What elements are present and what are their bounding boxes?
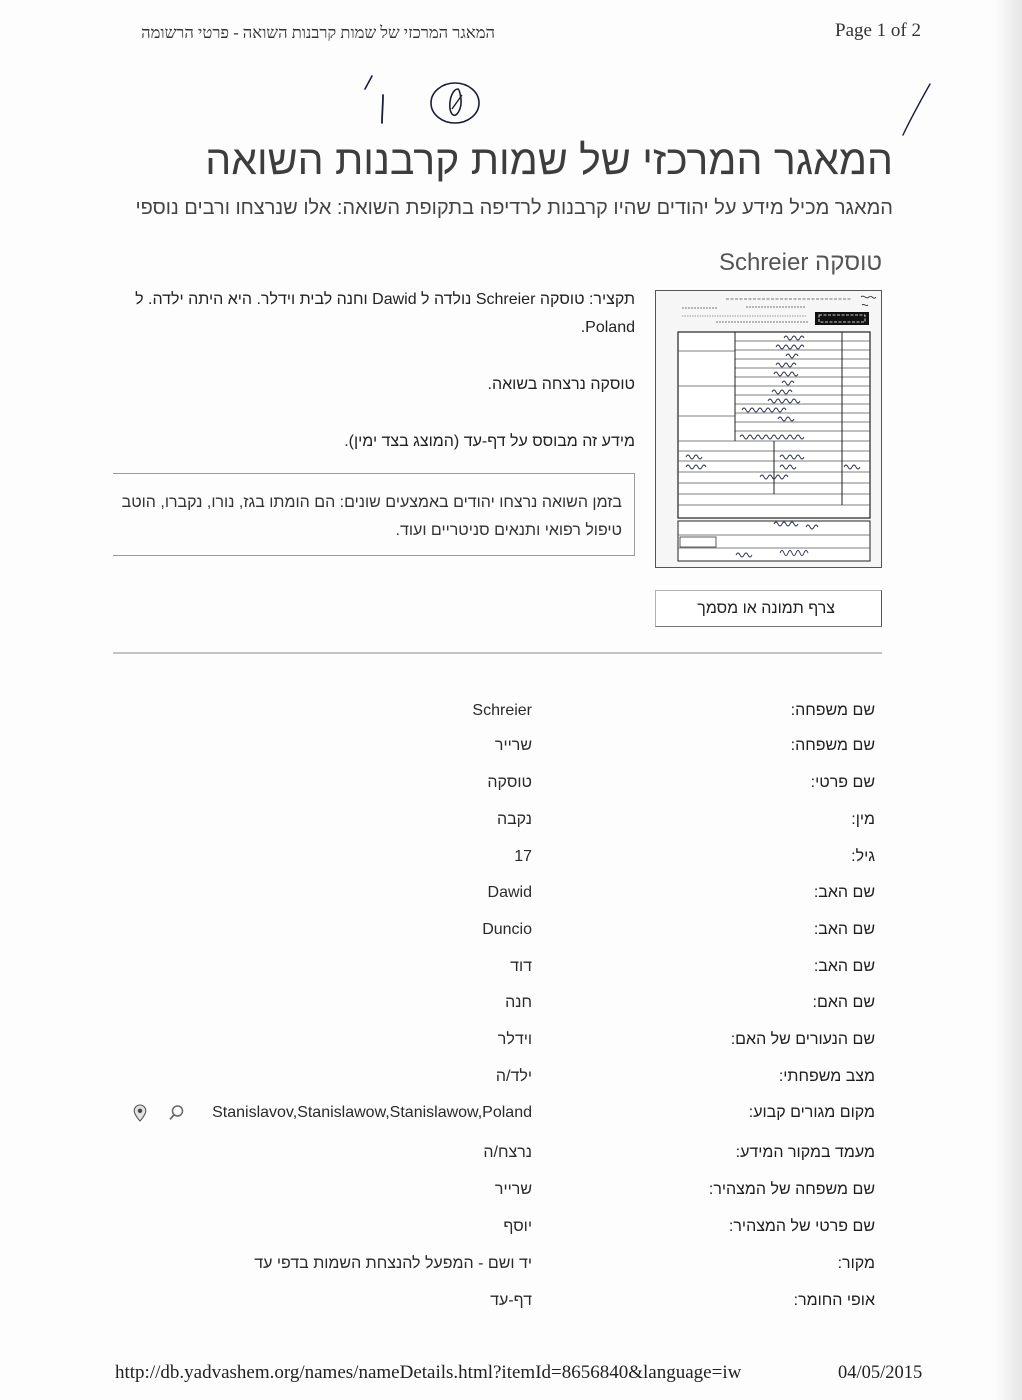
field-label: מעמד במקור המידע:: [735, 1144, 875, 1161]
field-row-last-name: [0, 701, 1022, 721]
page-indicator: Page 1 of 2: [835, 20, 922, 41]
field-label: גיל:: [851, 848, 875, 865]
info-box-line: טיפול רפואי ותנאים סניטריים ועוד.: [395, 522, 622, 539]
field-row-first-name: [0, 773, 1022, 793]
field-label: שם האם:: [812, 994, 875, 1011]
map-pin-icon[interactable]: [133, 1104, 147, 1122]
field-label: שם פרטי:: [810, 774, 875, 791]
summary-line: Poland.: [580, 319, 635, 336]
field-value: נרצח/ה: [483, 1144, 532, 1161]
summary-line: תקציר: טוסקה Schreier נולדה ל Dawid וחנה לבית וידלר. היא היתה ילדה. ל: [135, 291, 635, 308]
page-subtitle: המאגר מכיל מידע על יהודים שהיו קרבנות לרדיפה בתקופת השואה: אלו שנרצחו ורבים נוספי: [135, 197, 893, 219]
field-label: שם האב:: [813, 884, 875, 901]
print-header-title: המאגר המרכזי של שמות קרבנות השואה - פרטי הרשומה: [141, 23, 495, 42]
field-value: דף-עד: [490, 1292, 532, 1309]
field-row-source: [0, 1254, 1022, 1274]
field-value: יד ושם - המפעל להנצחת השמות בדפי עד: [254, 1255, 532, 1272]
field-value: Schreier: [472, 702, 532, 719]
field-row-father-name: [0, 957, 1022, 977]
field-label: שם האב:: [813, 958, 875, 975]
field-label: מקום מגורים קבוע:: [748, 1104, 875, 1121]
field-label: מצב משפחתי:: [778, 1068, 875, 1085]
field-value: דוד: [510, 958, 532, 975]
field-row-marital-status: [0, 1067, 1022, 1087]
field-value: יוסף: [503, 1218, 532, 1235]
testimony-page-thumbnail[interactable]: [655, 290, 882, 568]
field-value: 17: [514, 848, 532, 865]
info-box-line: בזמן השואה נרצחו יהודים באמצעים שונים: הם הומתו בגז, נורו, נקברו, הוטב: [121, 494, 622, 511]
field-value: שרייר: [494, 737, 532, 754]
field-value: Duncio: [482, 921, 532, 938]
field-value: נקבה: [496, 811, 532, 828]
field-row-gender: [0, 810, 1022, 830]
field-row-father-name: [0, 920, 1022, 940]
handwritten-mark: [355, 70, 395, 130]
field-row-permanent-residence: [0, 1103, 1022, 1123]
field-value: Dawid: [487, 884, 532, 901]
field-label: שם הנעורים של האם:: [730, 1031, 875, 1048]
field-label: שם משפחה:: [790, 702, 875, 719]
field-label: שם פרטי של המצהיר:: [728, 1218, 875, 1235]
summary-source-note: מידע זה מבוסס על דף-עד (המוצג בצד ימין).: [344, 433, 635, 450]
handwritten-slash: [895, 80, 935, 140]
field-label: מקור:: [837, 1255, 875, 1272]
field-row-mother-maiden-name: [0, 1030, 1022, 1050]
field-value: Stanislavov,Stanislawow,Stanislawow,Poland: [212, 1104, 532, 1121]
field-value: חנה: [505, 994, 532, 1011]
attach-button-label: צרף תמונה או מסמך: [697, 600, 835, 617]
field-label: שם האב:: [813, 921, 875, 938]
info-box: [113, 473, 635, 556]
field-value: שרייר: [494, 1181, 532, 1198]
print-footer-url: http://db.yadvashem.org/names/nameDetails.html?itemId=8656840&language=iw: [115, 1362, 742, 1383]
handwritten-circled-mark: [425, 78, 485, 128]
field-label: אופי החומר:: [793, 1292, 875, 1309]
field-row-age: [0, 847, 1022, 867]
print-footer-date: 04/05/2015: [838, 1363, 923, 1383]
field-value: וידלר: [497, 1031, 532, 1048]
field-label: מין:: [851, 811, 875, 828]
field-label: שם משפחה:: [790, 737, 875, 754]
testimony-page-image: [656, 291, 881, 567]
person-name-heading: טוסקה Schreier: [718, 249, 882, 276]
field-row-father-name: [0, 883, 1022, 903]
search-icon[interactable]: [168, 1104, 184, 1121]
field-value: ילד/ה: [495, 1068, 532, 1085]
section-divider: [113, 652, 882, 654]
field-row-mother-name: [0, 993, 1022, 1013]
field-row-last-name: [0, 736, 1022, 756]
field-label: שם משפחה של המצהיר:: [708, 1181, 875, 1198]
summary-fate: טוסקה נרצחה בשואה.: [487, 376, 635, 393]
field-row-submitter-first-name: [0, 1217, 1022, 1237]
attach-photo-or-document-button[interactable]: [655, 590, 882, 627]
page-title: המאגר המרכזי של שמות קרבנות השואה: [205, 137, 893, 183]
field-value: טוסקה: [487, 774, 532, 791]
field-row-submitter-last-name: [0, 1180, 1022, 1200]
field-row-material-type: [0, 1291, 1022, 1311]
field-row-status-in-source: [0, 1143, 1022, 1163]
